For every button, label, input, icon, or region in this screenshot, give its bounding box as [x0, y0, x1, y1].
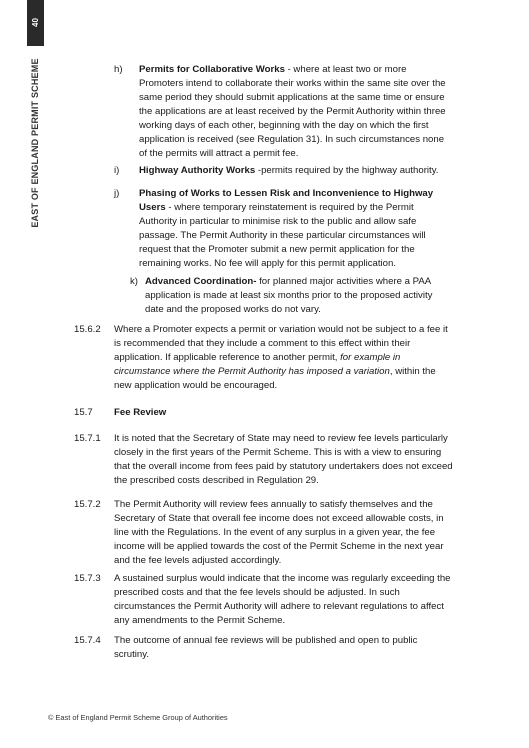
- paragraph-15-7-2: The Permit Authority will review fees annually to satisfy themselves and the Secretary of State that overall fee income does not exceed allowable costs, in line with the Regulations. In the event of any surplus in a given year, the fee income will be applied towards the cost of the Permit Scheme in the next year and the fee levels adjusted accordingly.: [114, 499, 444, 566]
- section-number-15-7-1: 15.7.1: [74, 433, 101, 444]
- item-j-title: Phasing of Works to Lessen Risk and Inconvenience to Highway Users: [139, 188, 434, 213]
- paragraph-15-6-2-text-b: , within the new application would be encouraged.: [114, 366, 436, 391]
- section-number-15-7: 15.7: [74, 407, 93, 418]
- item-i-text: -permits required by the highway authority.: [255, 165, 439, 176]
- paragraph-15-7-3: A sustained surplus would indicate that the income was regularly exceeding the prescribed costs and that the fee levels should be adjusted. In such circumstances the Permit Authority will adhere to relevant regulations to affect any amendments to the Permit Scheme.: [114, 573, 451, 626]
- item-marker-h: h): [114, 64, 123, 75]
- section-number-15-7-2: 15.7.2: [74, 499, 101, 510]
- item-marker-k: k): [130, 276, 138, 287]
- paragraph-15-6-2: [114, 323, 454, 393]
- item-j: [139, 187, 451, 271]
- section-number-15-7-4: 15.7.4: [74, 635, 101, 646]
- item-h-text: - where at least two or more Promoters intend to collaborate their works within the same site over the same period they should submit applications at the same time or ensure the applications are at least received by the Permit Authority within three working days of each other, beginning with the day on which the first application is received (see Regulation 31). In such circumstances none of the permits will attract a permit fee.: [139, 64, 446, 159]
- item-k-title: Advanced Coordination-: [145, 276, 257, 287]
- item-h: [139, 63, 451, 161]
- paragraph-15-7-4: The outcome of annual fee reviews will be published and open to public scrutiny.: [114, 635, 418, 660]
- item-k: [145, 275, 451, 317]
- item-i-title: Highway Authority Works: [139, 165, 256, 176]
- scheme-title-vertical: EAST OF ENGLAND PERMIT SCHEME: [30, 58, 40, 228]
- section-heading-fee-review: Fee Review: [114, 407, 167, 418]
- section-number-15-7-3: 15.7.3: [74, 573, 101, 584]
- paragraph-15-6-2-italic: for example in circumstance where the Permit Authority has imposed a variation: [114, 352, 401, 377]
- item-i: [139, 164, 451, 178]
- item-marker-j: j): [114, 188, 120, 199]
- item-j-text: - where temporary reinstatement is required by the Permit Authority in particular to minimise risk to the public and allow safe passage. The Permit Authority in these particular circumstances will request that the Promoter submit a new permit application for the remaining works. No fee will apply for this permit application.: [139, 202, 426, 269]
- item-k-text: for planned major activities where a PAA application is made at least six months prior to the proposed activity date and the proposed works do not vary.: [145, 276, 433, 315]
- item-marker-i: i): [114, 165, 120, 176]
- item-h-title: Permits for Collaborative Works: [139, 64, 285, 75]
- footer-copyright: © East of England Permit Scheme Group of Authorities: [48, 713, 228, 722]
- paragraph-15-6-2-text-a: Where a Promoter expects a permit or variation would not be subject to a fee it is recommended that they include a comment to this effect within their application. If applicable reference to another permit,: [114, 324, 448, 363]
- page-number: 40: [31, 18, 40, 27]
- section-number-15-6-2: 15.6.2: [74, 324, 101, 335]
- paragraph-15-7-1: It is noted that the Secretary of State may need to review fee levels particularly closely in the first years of the Permit Scheme. This is with a view to ensuring that the overall income from fees paid by statutory undertakers does not exceed the prescribed costs described in Regulation 29.: [114, 433, 453, 486]
